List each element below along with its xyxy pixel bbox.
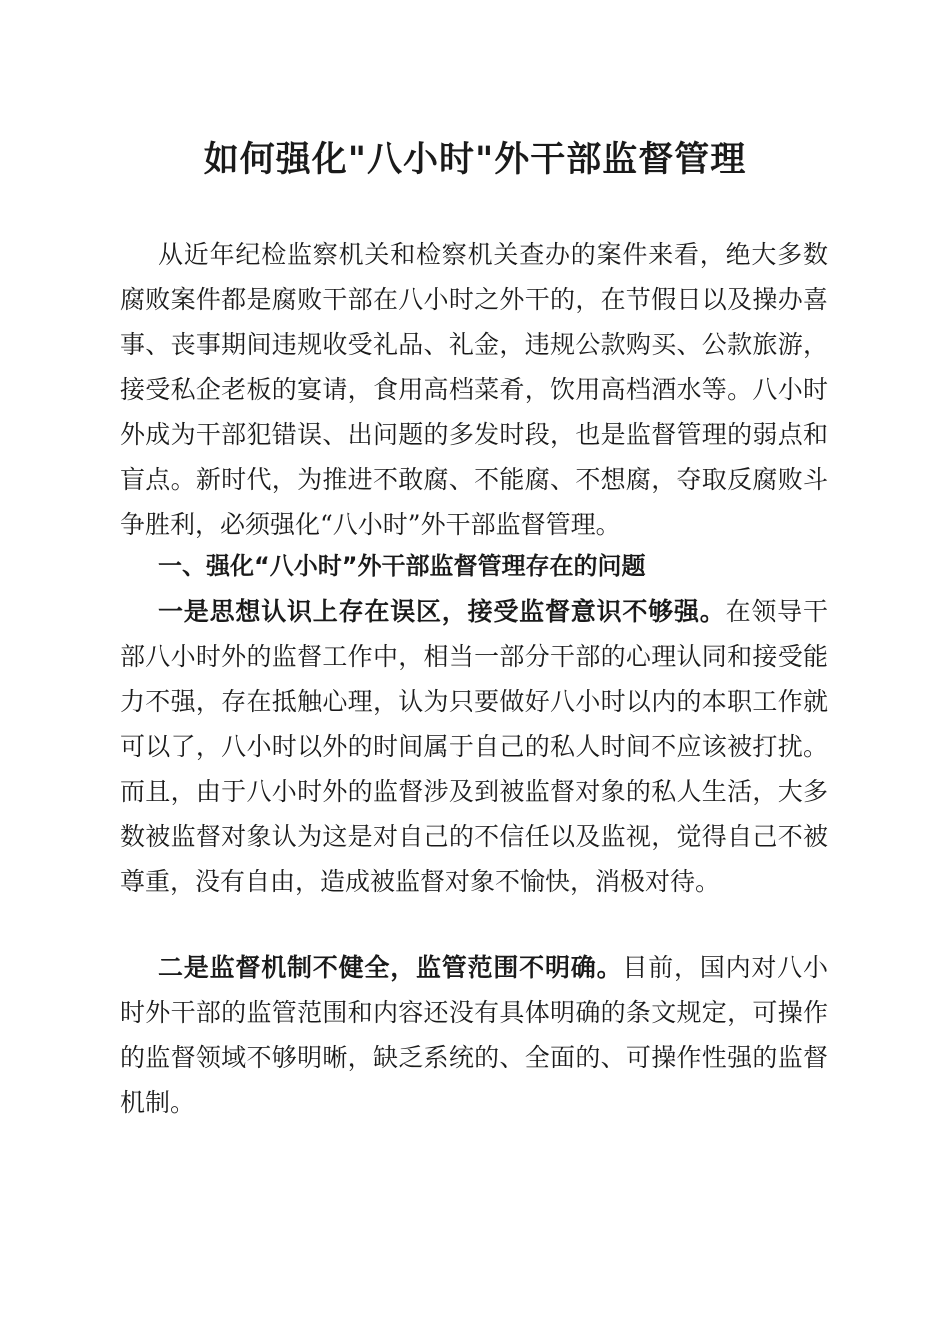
point-one-lead: 一是思想认识上存在误区，接受监督意识不够强。 bbox=[158, 597, 726, 626]
point-one-text: 在领导干部八小时外的监督工作中，相当一部分干部的心理认同和接受能力不强，存在抵触心理，认为只要做好八小时以内的本职工作就可以了，八小时以外的时间属于自己的私人时间不应该被打扰。而且，由于八小时外的监督涉及到被监督对象的私人生活，大多数被监督对象认为这是对自己的不信任以及监视，觉得自己不被尊重，没有自由，造成被监督对象不愉快，消极对待。 bbox=[120, 597, 828, 896]
point-two-text: 目前，国内对八小时外干部的监管范围和内容还没有具体明确的条文规定，可操作的监督领域不够明晰，缺乏系统的、全面的、可操作性强的监督机制。 bbox=[120, 953, 828, 1117]
section-heading: 一、强化“八小时”外干部监督管理存在的问题 bbox=[158, 552, 646, 580]
intro-paragraph: 从近年纪检监察机关和检察机关查办的案件来看，绝大多数腐败案件都是腐败干部在八小时之外干的，在节假日以及操办喜事、丧事期间违规收受礼品、礼金，违规公款购买、公款旅游，接受私企老板的宴请，食用高档菜肴，饮用高档酒水等。八小时外成为干部犯错误、出问题的多发时段，也是监督管理的弱点和盲点。新时代，为推进不敢腐、不能腐、不想腐，夺取反腐败斗争胜利，必须强化“八小时”外干部监督管理。 bbox=[120, 240, 828, 539]
document-title: 如何强化"八小时"外干部监督管理 bbox=[203, 139, 747, 180]
point-two-paragraph bbox=[120, 945, 828, 1125]
point-two-lead: 二是监督机制不健全，监管范围不明确。 bbox=[158, 953, 623, 982]
point-one-paragraph bbox=[120, 589, 828, 904]
